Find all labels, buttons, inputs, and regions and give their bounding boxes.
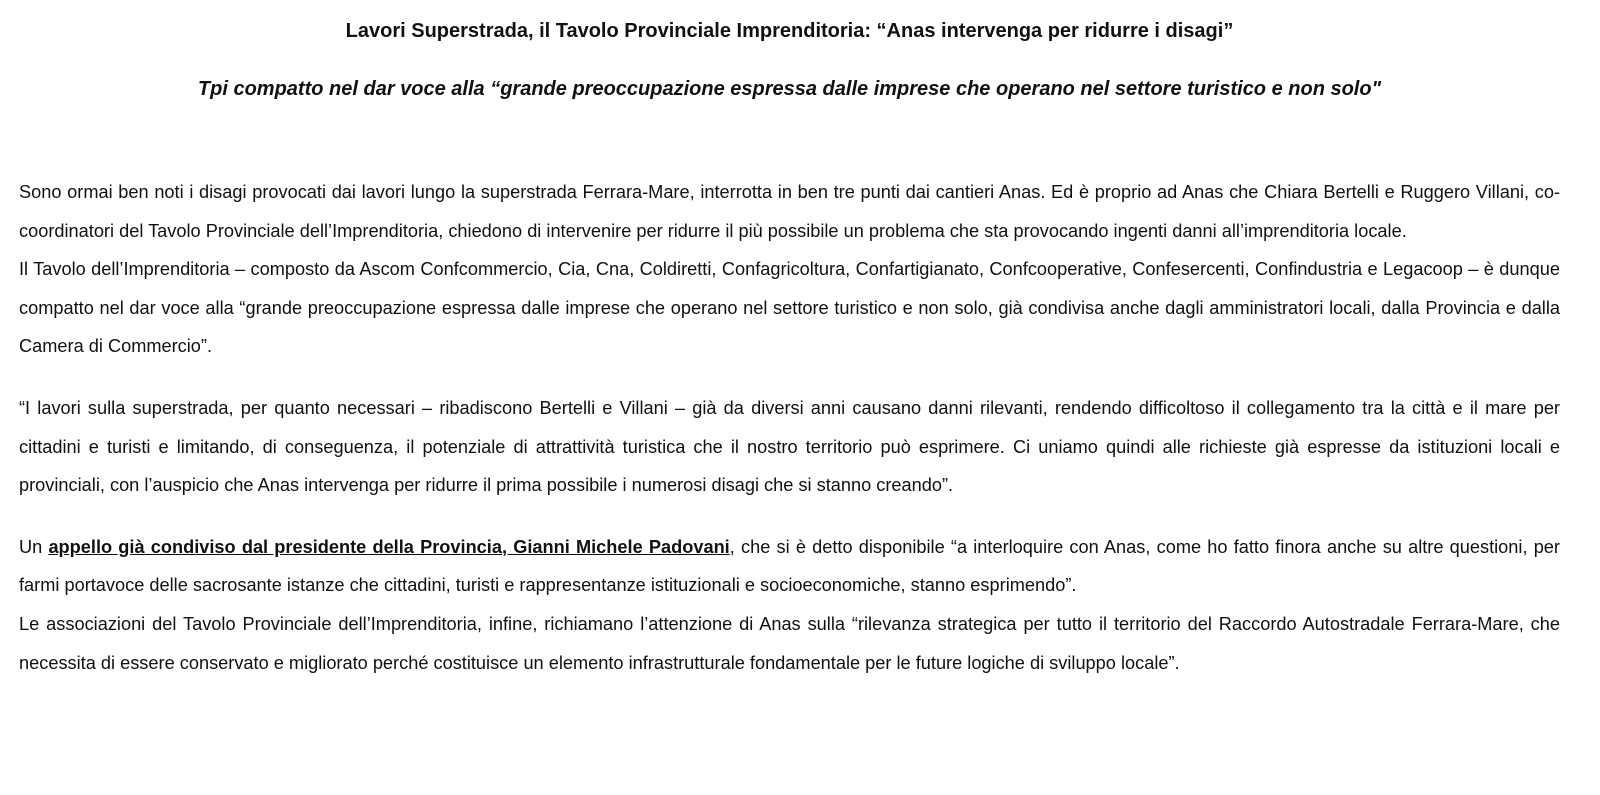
paragraph-4-rest: , che si è detto disponibile “a interloquire con Anas, come ho fatto finora anche su altre questioni, per farmi portavoce delle sacrosante istanze che cittadini, turisti e rappresentanze istituzionali e socioeconomiche, stanno esprimendo”. <box>19 536 1560 596</box>
president-appeal-link[interactable]: appello già condiviso dal presidente della Provincia, Gianni Michele Padovani <box>48 536 730 557</box>
paragraph-4-lead: Un <box>19 536 49 557</box>
article-subtitle: Tpi compatto nel dar voce alla “grande preoccupazione espressa dalle imprese che operano nel settore turistico e non solo" <box>197 78 1382 100</box>
paragraph-1: Sono ormai ben noti i disagi provocati dai lavori lungo la superstrada Ferrara-Mare, interrotta in ben tre punti dai cantieri Anas. Ed è proprio ad Anas che Chiara Bertelli e Ruggero Villani, co-coordinatori del Tavolo Provinciale dell’Imprenditoria, chiedono di intervenire per ridurre il più possibile un problema che sta provocando ingenti danni all’imprenditoria locale. <box>19 182 1560 241</box>
paragraph-5: Le associazioni del Tavolo Provinciale dell’Imprenditoria, infine, richiamano l’attenzione di Anas sulla “rilevanza strategica per tutto il territorio del Raccordo Autostradale Ferrara-Mare, che necessita di essere conservato e migliorato perché costituisce un elemento infrastrutturale fondamentale per le future logiche di sviluppo locale”. <box>19 613 1560 673</box>
paragraph-2: Il Tavolo dell’Imprenditoria – composto da Ascom Confcommercio, Cia, Cna, Coldiretti, Confagricoltura, Confartigianato, Confcooperative, Confesercenti, Confindustria e Legacoop – è dunque compatto nel dar voce alla “grande preoccupazione espressa dalle imprese che operano nel settore turistico e non solo, già condivisa anche dagli amministratori locali, dalla Provincia e dalla Camera di Commercio”. <box>19 259 1560 357</box>
paragraph-3: “I lavori sulla superstrada, per quanto necessari – ribadiscono Bertelli e Villani – già da diversi anni causano danni rilevanti, rendendo difficoltoso il collegamento tra la città e il mare per cittadini e turisti e limitando, di conseguenza, il potenziale di attrattività turistica che il nostro territorio può esprimere. Ci uniamo quindi alle richieste già espresse da istituzioni locali e provinciali, con l’auspicio che Anas intervenga per ridurre il prima possibile i numerosi disagi che si stanno creando”. <box>19 397 1560 496</box>
paragraph-4 <box>19 528 1560 605</box>
article-title: Lavori Superstrada, il Tavolo Provinciale Imprenditoria: “Anas intervenga per ridurre i disagi” <box>345 20 1234 42</box>
